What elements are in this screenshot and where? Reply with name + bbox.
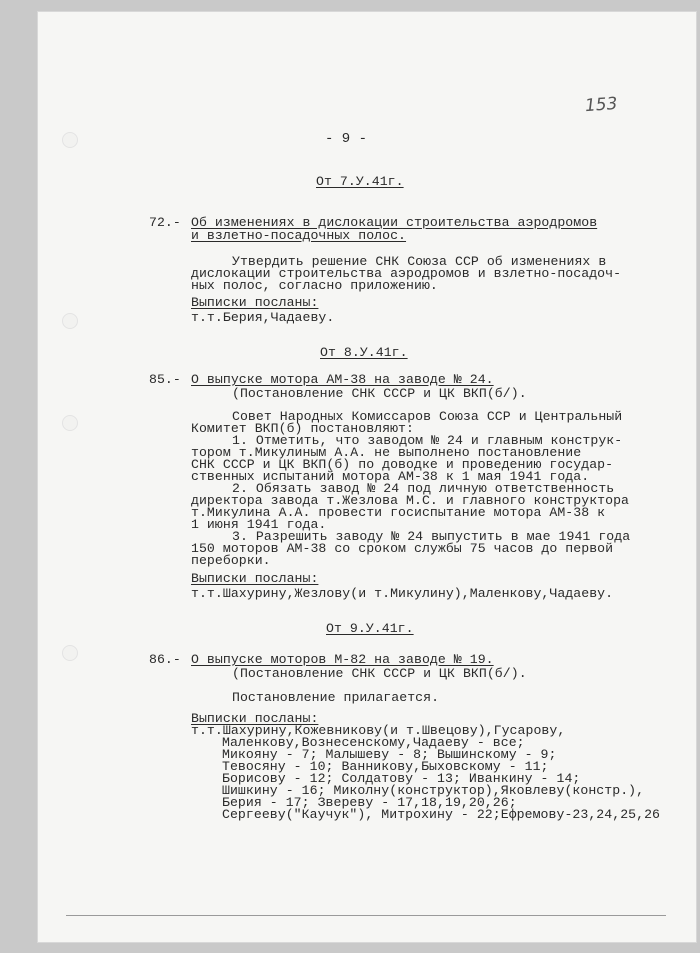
copies-recipients: Борисову - 12; Солдатову - 13; Иванкину - 14;: [222, 771, 581, 786]
entry-title: и взлетно-посадочных полос.: [191, 228, 407, 243]
entry-body-line: ственных испытаний мотора АМ-38 к 1 мая 1941 года.: [191, 469, 590, 484]
copies-label: Выписки посланы:: [191, 295, 319, 310]
binder-hole: [62, 313, 78, 329]
copies-recipients: т.т.Шахурину,Кожевникову(и т.Швецову),Гусарову,: [191, 723, 566, 738]
entry-body-line: Постановление прилагается.: [232, 690, 440, 705]
copies-recipients: Сергееву("Каучук"), Митрохину - 22;Ефремову-23,24,25,26: [222, 807, 661, 822]
entry-body-line: 150 моторов АМ-38 со сроком службы 75 часов до первой: [191, 541, 614, 556]
entry-title: О выпуске мотора АМ-38 на заводе № 24.: [191, 372, 494, 387]
entry-body-line: 2. Обязать завод № 24 под личную ответственность: [232, 481, 615, 496]
entry-body-line: дислокации строительства аэродромов и взлетно-посадоч-: [191, 266, 622, 281]
entry-body-line: Совет Народных Комиссаров Союза ССР и Центральный: [232, 409, 623, 424]
copies-label: Выписки посланы:: [191, 571, 319, 586]
copies-recipients: Шишкину - 16; Миколну(конструктор),Яковлеву(констр.),: [222, 783, 645, 798]
copies-recipients: Тевосяну - 10; Ванникову,Быховскому - 11;: [222, 759, 549, 774]
copies-recipients: Берия - 17; Звереву - 17,18,19,20,26;: [222, 795, 517, 810]
entry-number: 72.-: [149, 215, 181, 230]
entry-body-line: Комитет ВКП(б) постановляют:: [191, 421, 414, 436]
entry-body-line: Утвердить решение СНК Союза ССР об изменениях в: [232, 254, 607, 269]
entry-body-line: тором т.Микулиным А.А. не выполнено постановление: [191, 445, 582, 460]
copies-recipients: Маленкову,Вознесенскому,Чадаеву - все;: [222, 735, 525, 750]
copies-recipients: т.т.Берия,Чадаеву.: [191, 310, 335, 325]
entry-number: 85.-: [149, 372, 181, 387]
archive-folio-number: 153: [584, 93, 619, 117]
entry-subtitle: (Постановление СНК СССР и ЦК ВКП(б/).: [232, 386, 527, 401]
date-heading: От 9.У.41г.: [326, 621, 414, 636]
entry-title: Об изменениях в дислокации строительства аэродромов: [191, 215, 598, 230]
entry-body-line: переборки.: [191, 553, 271, 568]
entry-body-line: СНК СССР и ЦК ВКП(б) по доводке и проведению государ-: [191, 457, 614, 472]
entry-body-line: 1 июня 1941 года.: [191, 517, 327, 532]
entry-body-line: ных полос, согласно приложению.: [191, 278, 438, 293]
binder-hole: [62, 132, 78, 148]
entry-body-line: т.Микулина А.А. провести госиспытание мотора АМ-38 к: [191, 505, 606, 520]
entry-subtitle: (Постановление СНК СССР и ЦК ВКП(б/).: [232, 666, 527, 681]
copies-label: Выписки посланы:: [191, 711, 319, 726]
page-bottom-rule: [66, 915, 666, 916]
entry-title: О выпуске моторов М-82 на заводе № 19.: [191, 652, 494, 667]
date-heading: От 7.У.41г.: [316, 174, 404, 189]
entry-body-line: 1. Отметить, что заводом № 24 и главным конструк-: [232, 433, 623, 448]
binder-hole: [62, 415, 78, 431]
copies-recipients: Микояну - 7; Малышеву - 8; Вышинскому - 9;: [222, 747, 557, 762]
entry-body-line: директора завода т.Жезлова М.С. и главного конструктора: [191, 493, 630, 508]
date-heading: От 8.У.41г.: [320, 345, 408, 360]
page-number: - 9 -: [325, 131, 368, 147]
copies-recipients: т.т.Шахурину,Жезлову(и т.Микулину),Маленкову,Чадаеву.: [191, 586, 614, 601]
binder-hole: [62, 645, 78, 661]
entry-body-line: 3. Разрешить заводу № 24 выпустить в мае 1941 года: [232, 529, 631, 544]
entry-number: 86.-: [149, 652, 181, 667]
